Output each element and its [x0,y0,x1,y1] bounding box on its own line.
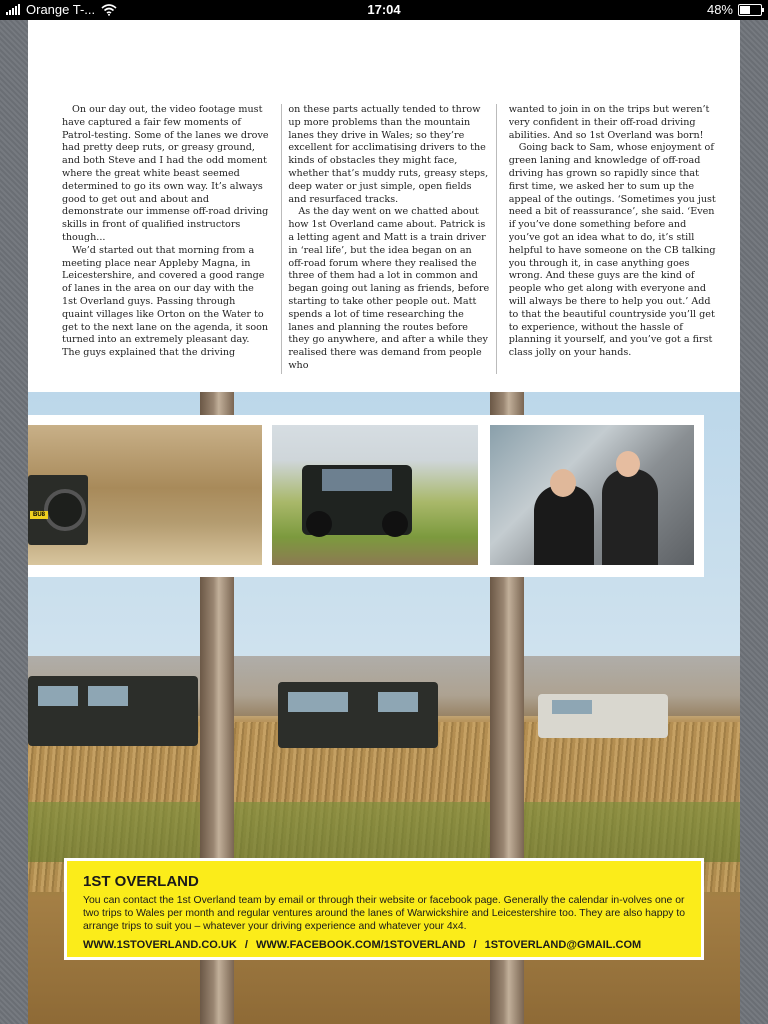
magazine-page[interactable] [28,20,740,1024]
status-bar [0,0,768,20]
status-right [707,2,762,17]
carrier-name: Orange T-... [26,2,96,17]
website-link[interactable]: WWW.1STOVERLAND.CO.UK [83,938,237,951]
article-column-2 [281,104,496,374]
left-fabric-edge [0,20,28,1024]
separator: / [244,938,248,951]
email-link[interactable]: 1STOVERLAND@GMAIL.COM [484,938,642,951]
contact-links [83,939,685,951]
photo-strip [28,415,704,577]
photo-two-people [490,425,694,565]
battery-percent: 48% [706,2,733,17]
clock: 17:04 [367,2,401,17]
battery-icon [738,4,762,16]
paragraph: We’d started out that morning from a meeting place near Appleby Magna, in Leicestershire, and covered a good range of lanes in the area on our day with the 1st Overland guys. Passing through quaint villages like Orton on the Water to get to the next lane on the agenda, it soon turned into an extremely pleasant day. The guys explained that the driving [62,244,269,359]
facebook-link[interactable]: WWW.FACEBOOK.COM/1STOVERLAND [255,938,466,951]
article-text [62,104,716,374]
info-title: 1ST OVERLAND [83,873,199,890]
paragraph: on these parts actually tended to throw up more problems than the mountain lanes they drive in Wales; so they’re excellent for acclimatising drivers to the kinds of obstacles they might face, whether that’s muddy ruts, greasy steps, deep water or just simple, open fields and resurfaced tracks. [288,104,489,205]
land-rover-defender [278,682,438,748]
photo-discovery-offroad [272,425,478,565]
paragraph: Going back to Sam, whose enjoyment of green laning and knowledge of off-road driving has grown so rapidly since that first time, we asked her to sum up the appeal of the outings. ‘Sometimes you just need a bit of reassurance’, she said. ‘Even if you’ve done something before and you’ve got an idea what to do, it’s still helpful to have someone on the CB talking you through it, in case anything goes wrong. And these guys are the kind of people who get along with everyone and will always be there to help you out.’ Add to that the beautiful countryside you’ll get to experience, without the hassle of planning it yourself, and you’ve got a first class jolly on your hands. [508,142,716,359]
article-column-3 [509,104,716,374]
article-column-1 [62,104,269,374]
info-text: You can contact the 1st Overland team by email or through their website or facebook page. Generally the calendar in-volves one or two trips to Wales per month and regular ventures around the lanes of Warwickshire and Leicestershire too. They are also happy to arrange trips to suit you – whatever your driving experience and whatever your 4x4. [83,895,686,933]
photo-defender-in-field [28,425,262,565]
info-box [64,858,704,960]
number-plate: BU8 [30,511,48,519]
dark-4x4-vehicle [28,676,198,746]
separator: / [473,938,477,951]
right-fabric-edge [740,20,768,1024]
paragraph: As the day went on we chatted about how 1st Overland came about. Patrick is a letting agent and Matt is a train driver in ‘real life’, but the idea began on an off-road forum where they realised the three of them had a lot in common and began going out laning as friends, before starting to take other people out. Matt spends a lot of time researching the lanes and planning the routes before they go anywhere, and after a while they realised there was demand from people who [288,206,490,371]
white-nissan-patrol [538,694,668,738]
paragraph: On our day out, the video footage must have captured a fair few moments of Patrol-testing. Some of the lanes we drove had pretty deep ruts, or greasy ground, and both Steve and I had the odd moment where the great white beast seemed determined to go its own way. It’s always good to get out and about and demonstrate our immense off-road driving skills in front of qualified instructors though... [62,104,269,243]
green-grass [28,802,740,862]
paragraph: wanted to join in on the trips but weren’t very confident in their off-road driving abilities. And so 1st Overland was born! [508,104,710,141]
